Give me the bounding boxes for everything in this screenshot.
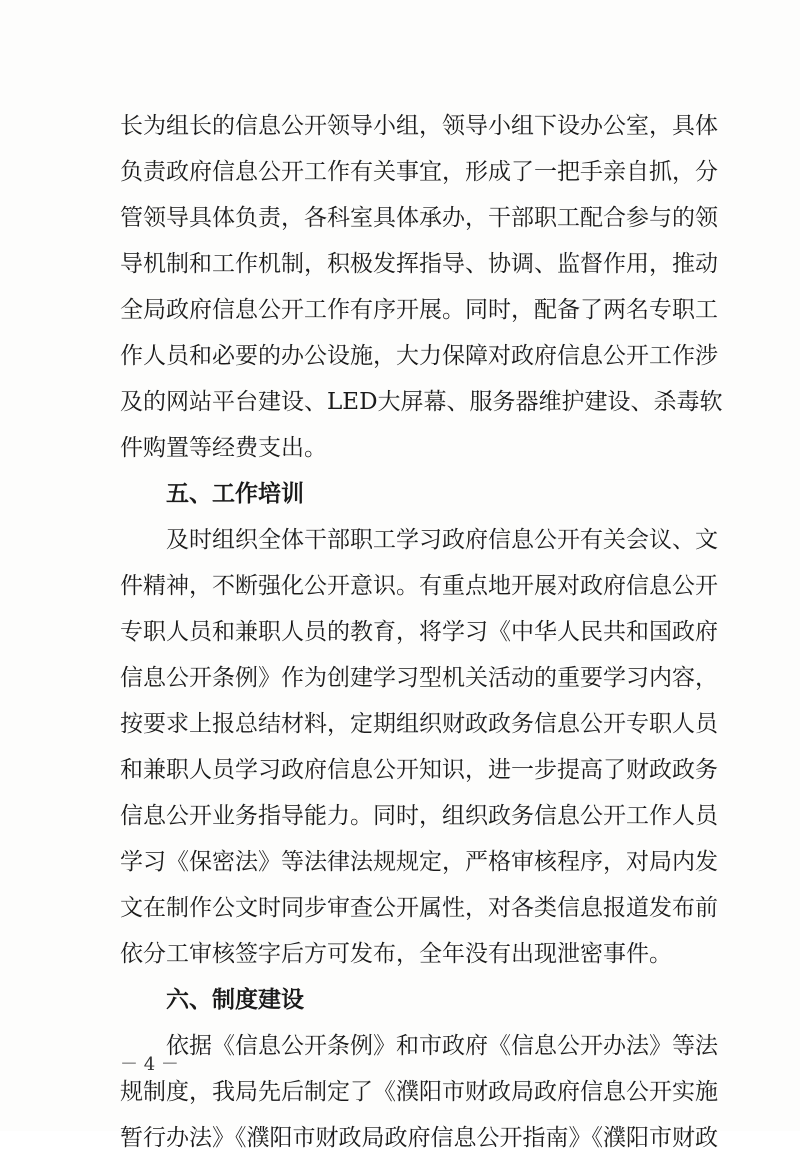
text-line: 长为组长的信息公开领导小组，领导小组下设办公室，具体 (120, 113, 718, 139)
text-line: 全局政府信息公开工作有序开展。同时，配备了两名专职工 (120, 297, 718, 323)
section-heading: 六、制度建设 (166, 987, 304, 1013)
text-line: 导机制和工作机制，积极发挥指导、协调、监督作用，推动 (120, 251, 718, 277)
text-line: 负责政府信息公开工作有关事宜，形成了一把手亲自抓，分 (120, 159, 718, 185)
text-line: 依分工审核签字后方可发布，全年没有出现泄密事件。 (120, 941, 672, 967)
text-line: 及时组织全体干部职工学习政府信息公开有关会议、文 (166, 527, 718, 553)
text-line: 件精神，不断强化公开意识。有重点地开展对政府信息公开 (120, 573, 718, 599)
body-text (120, 103, 723, 1161)
text-line: 专职人员和兼职人员的教育，将学习《中华人民共和国政府 (120, 619, 718, 645)
text-line: 及的网站平台建设、LED大屏幕、服务器维护建设、杀毒软 (120, 389, 723, 415)
text-line: 文在制作公文时同步审查公开属性，对各类信息报道发布前 (120, 895, 718, 921)
text-line: 信息公开条例》作为创建学习型机关活动的重要学习内容， (120, 665, 718, 691)
page-number: － 4 － (120, 1054, 179, 1075)
text-line: 依据《信息公开条例》和市政府《信息公开办法》等法 (166, 1033, 718, 1059)
text-line: 管领导具体负责，各科室具体承办，干部职工配合参与的领 (120, 205, 718, 231)
text-line: 作人员和必要的办公设施，大力保障对政府信息公开工作涉 (120, 343, 718, 369)
section-heading: 五、工作培训 (166, 481, 304, 507)
text-line: 规制度，我局先后制定了《濮阳市财政局政府信息公开实施 (120, 1079, 718, 1105)
text-line: 学习《保密法》等法律法规规定，严格审核程序，对局内发 (120, 849, 718, 875)
text-line: 按要求上报总结材料，定期组织财政政务信息公开专职人员 (120, 711, 718, 737)
text-line: 信息公开业务指导能力。同时，组织政务信息公开工作人员 (120, 803, 718, 829)
text-line: 件购置等经费支出。 (120, 435, 327, 461)
text-line: 和兼职人员学习政府信息公开知识，进一步提高了财政政务 (120, 757, 718, 783)
text-line: 暂行办法》《濮阳市财政局政府信息公开指南》《濮阳市财政 (120, 1125, 718, 1151)
